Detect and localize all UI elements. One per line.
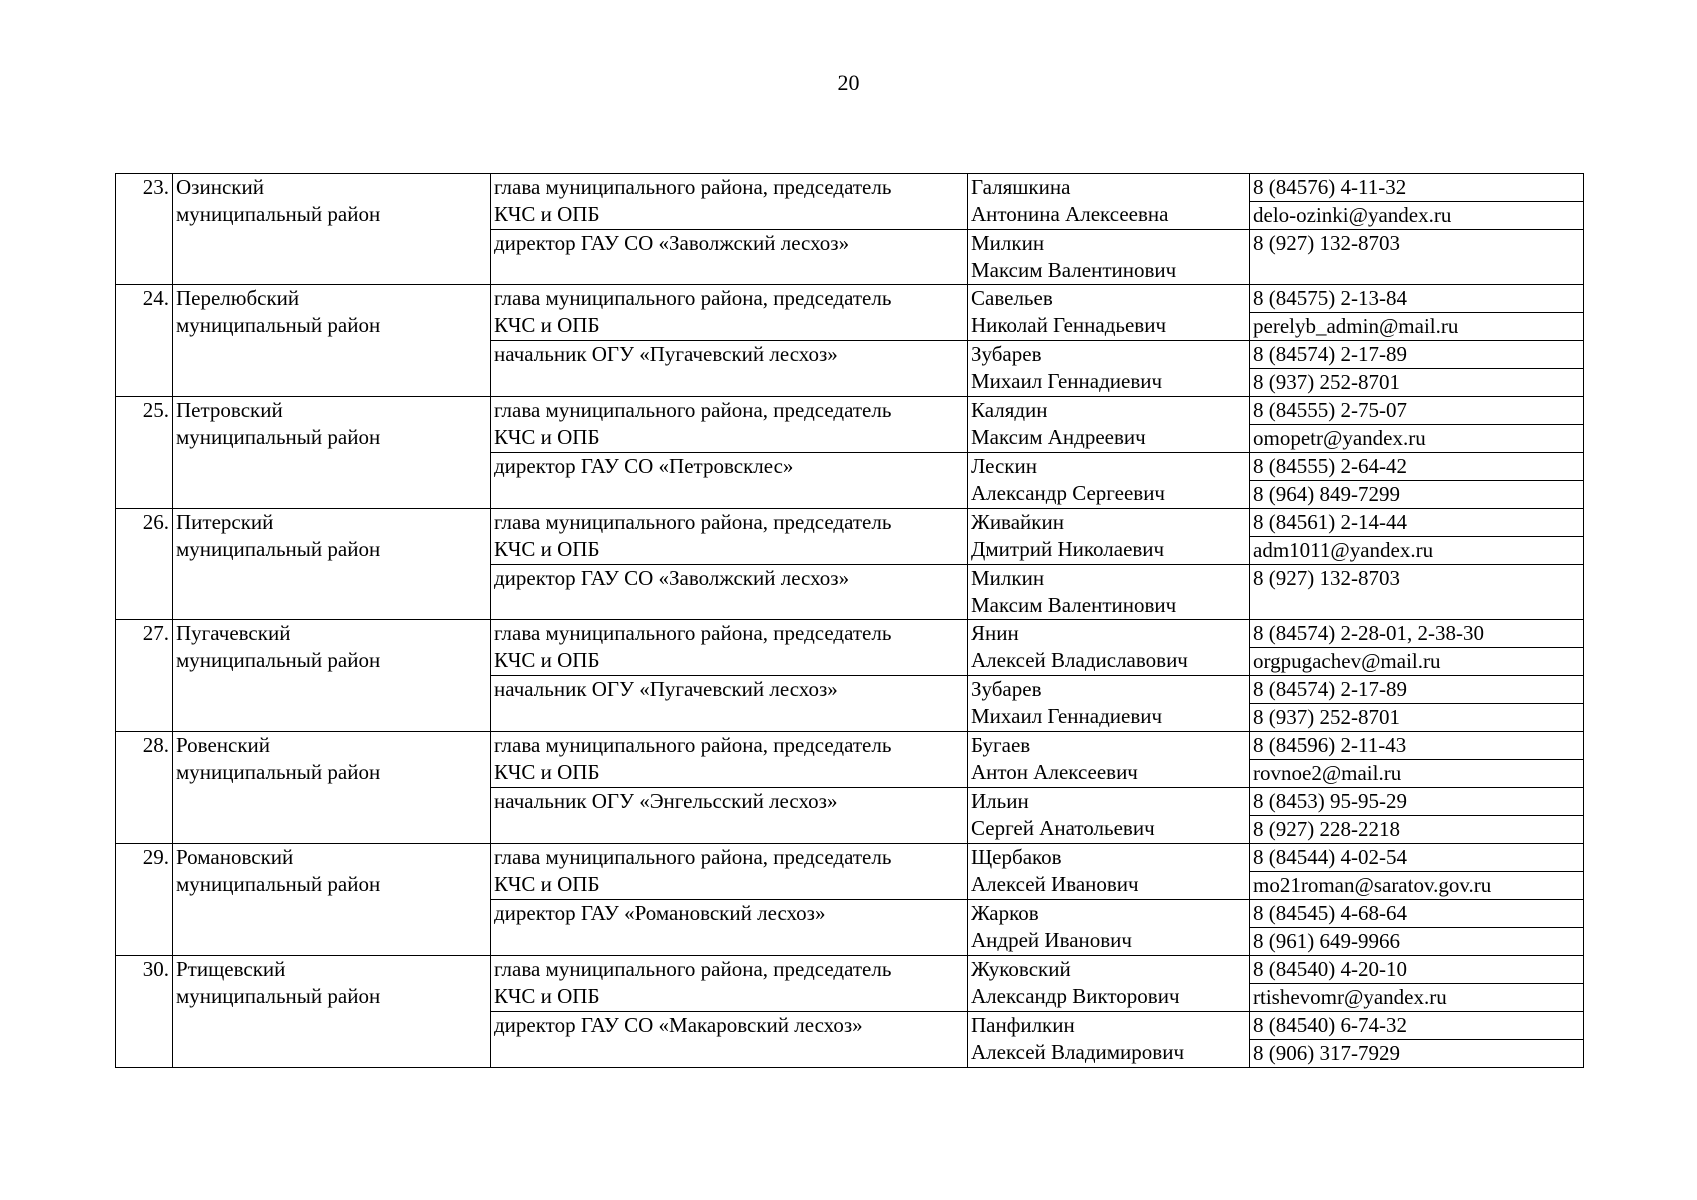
district-cell — [173, 844, 491, 956]
person-name-line: Александр Викторович — [971, 984, 1180, 1008]
row-number: 25. — [116, 397, 173, 509]
position-cell — [491, 230, 968, 285]
contact-cell: 8 (937) 252-8701 — [1250, 369, 1584, 397]
contact-cell: 8 (84574) 2-17-89 — [1250, 341, 1584, 369]
person-name-line: Бугаев — [971, 733, 1031, 757]
position-cell — [491, 565, 968, 620]
person-name-line: Живайкин — [971, 510, 1064, 534]
person-name-line: Алексей Владиславович — [971, 648, 1188, 672]
person-name-cell — [968, 1012, 1250, 1068]
table-row — [116, 620, 1584, 648]
table-row — [116, 174, 1584, 202]
row-number: 24. — [116, 285, 173, 397]
contact-cell: delo-ozinki@yandex.ru — [1250, 202, 1584, 230]
person-name-line: Алексей Иванович — [971, 872, 1139, 896]
contact-cell: rovnoe2@mail.ru — [1250, 760, 1584, 788]
person-name-line: Алексей Владимирович — [971, 1040, 1185, 1064]
contact-cell: 8 (84540) 6-74-32 — [1250, 1012, 1584, 1040]
contact-cell: 8 (84596) 2-11-43 — [1250, 732, 1584, 760]
position-line: глава муниципального района, председатель — [494, 510, 892, 534]
person-name-cell — [968, 676, 1250, 732]
person-name-line: Александр Сергеевич — [971, 481, 1165, 505]
position-line: директор ГАУ СО «Макаровский лесхоз» — [494, 1013, 863, 1037]
position-line: КЧС и ОПБ — [494, 760, 600, 784]
position-line: начальник ОГУ «Энгельсский лесхоз» — [494, 789, 838, 813]
contact-cell: 8 (906) 317-7929 — [1250, 1040, 1584, 1068]
person-name-line: Антон Алексеевич — [971, 760, 1138, 784]
row-number: 30. — [116, 956, 173, 1068]
person-name-cell — [968, 230, 1250, 285]
contact-cell: 8 (937) 252-8701 — [1250, 704, 1584, 732]
position-cell — [491, 285, 968, 341]
district-cell — [173, 509, 491, 620]
person-name-line: Зубарев — [971, 342, 1042, 366]
position-line — [494, 480, 964, 507]
position-line — [494, 703, 964, 730]
table-row — [116, 844, 1584, 872]
row-number: 26. — [116, 509, 173, 620]
person-name-line: Жарков — [971, 901, 1039, 925]
district-name: муниципальный район — [176, 648, 381, 672]
position-line: глава муниципального района, председатель — [494, 286, 892, 310]
position-cell — [491, 732, 968, 788]
position-line — [494, 368, 964, 395]
contact-cell: 8 (84576) 4-11-32 — [1250, 174, 1584, 202]
district-name: муниципальный район — [176, 872, 381, 896]
position-line: глава муниципального района, председатель — [494, 175, 892, 199]
person-name-line: Жуковский — [971, 957, 1071, 981]
contact-cell: 8 (961) 649-9966 — [1250, 928, 1584, 956]
district-name: Романовский — [176, 845, 294, 869]
district-name: Перелюбский — [176, 286, 300, 310]
position-line: КЧС и ОПБ — [494, 537, 600, 561]
person-name-line: Ильин — [971, 789, 1029, 813]
district-cell — [173, 732, 491, 844]
district-name: Ртищевский — [176, 957, 286, 981]
district-name: Пугачевский — [176, 621, 291, 645]
position-line: директор ГАУ СО «Петровсклес» — [494, 454, 794, 478]
row-number: 28. — [116, 732, 173, 844]
person-name-cell — [968, 620, 1250, 676]
person-name-line: Андрей Иванович — [971, 928, 1132, 952]
person-name-line: Савельев — [971, 286, 1053, 310]
district-cell — [173, 174, 491, 285]
position-line: КЧС и ОПБ — [494, 872, 600, 896]
contact-cell: orgpugachev@mail.ru — [1250, 648, 1584, 676]
contact-cell: 8 (927) 132-8703 — [1250, 230, 1584, 285]
person-name-line: Щербаков — [971, 845, 1062, 869]
position-line — [494, 1039, 964, 1066]
district-name: муниципальный район — [176, 760, 381, 784]
person-name-line: Максим Андреевич — [971, 425, 1146, 449]
position-line — [494, 927, 964, 954]
district-name: муниципальный район — [176, 984, 381, 1008]
person-name-cell — [968, 285, 1250, 341]
contact-cell: 8 (84575) 2-13-84 — [1250, 285, 1584, 313]
person-name-line: Панфилкин — [971, 1013, 1075, 1037]
position-line: директор ГАУ СО «Заволжский лесхоз» — [494, 566, 850, 590]
table-row — [116, 285, 1584, 313]
contact-cell: rtishevomr@yandex.ru — [1250, 984, 1584, 1012]
position-line — [494, 257, 964, 284]
person-name-line: Михаил Геннадиевич — [971, 369, 1163, 393]
position-line: КЧС и ОПБ — [494, 313, 600, 337]
position-line: КЧС и ОПБ — [494, 202, 600, 226]
person-name-line: Лескин — [971, 454, 1037, 478]
person-name-cell — [968, 788, 1250, 844]
contact-cell: 8 (8453) 95-95-29 — [1250, 788, 1584, 816]
district-name: муниципальный район — [176, 202, 381, 226]
district-name: Питерский — [176, 510, 274, 534]
position-line: директор ГАУ СО «Заволжский лесхоз» — [494, 231, 850, 255]
person-name-line: Янин — [971, 621, 1019, 645]
person-name-line: Милкин — [971, 231, 1045, 255]
table-row — [116, 509, 1584, 537]
contact-cell: 8 (964) 849-7299 — [1250, 481, 1584, 509]
contact-cell: 8 (927) 228-2218 — [1250, 816, 1584, 844]
contact-cell: 8 (84555) 2-75-07 — [1250, 397, 1584, 425]
contact-cell: 8 (84561) 2-14-44 — [1250, 509, 1584, 537]
row-number: 23. — [116, 174, 173, 285]
table-row — [116, 956, 1584, 984]
person-name-line: Милкин — [971, 566, 1045, 590]
person-name-cell — [968, 900, 1250, 956]
person-name-line: Дмитрий Николаевич — [971, 537, 1165, 561]
row-number: 29. — [116, 844, 173, 956]
contact-cell: 8 (84574) 2-17-89 — [1250, 676, 1584, 704]
position-line: глава муниципального района, председатель — [494, 398, 892, 422]
position-line: КЧС и ОПБ — [494, 648, 600, 672]
row-number: 27. — [116, 620, 173, 732]
person-name-cell — [968, 509, 1250, 565]
contact-cell: 8 (84574) 2-28-01, 2-38-30 — [1250, 620, 1584, 648]
position-cell — [491, 956, 968, 1012]
district-name: муниципальный район — [176, 313, 381, 337]
position-line: глава муниципального района, председатель — [494, 845, 892, 869]
person-name-line: Николай Геннадьевич — [971, 313, 1167, 337]
contact-cell: 8 (927) 132-8703 — [1250, 565, 1584, 620]
contact-cell: 8 (84545) 4-68-64 — [1250, 900, 1584, 928]
position-cell — [491, 620, 968, 676]
contact-cell: perelyb_admin@mail.ru — [1250, 313, 1584, 341]
person-name-cell — [968, 397, 1250, 453]
district-cell — [173, 956, 491, 1068]
person-name-line: Галяшкина — [971, 175, 1071, 199]
position-line: начальник ОГУ «Пугачевский лесхоз» — [494, 677, 838, 701]
person-name-line: Михаил Геннадиевич — [971, 704, 1163, 728]
district-cell — [173, 285, 491, 397]
position-line: директор ГАУ «Романовский лесхоз» — [494, 901, 826, 925]
position-cell — [491, 509, 968, 565]
position-cell — [491, 788, 968, 844]
contact-cell: 8 (84555) 2-64-42 — [1250, 453, 1584, 481]
position-cell — [491, 900, 968, 956]
table-body — [116, 174, 1584, 1068]
contacts-table — [115, 173, 1584, 1068]
position-line: глава муниципального района, председатель — [494, 621, 892, 645]
position-line — [494, 815, 964, 842]
table-row — [116, 397, 1584, 425]
person-name-cell — [968, 732, 1250, 788]
position-cell — [491, 1012, 968, 1068]
position-cell — [491, 844, 968, 900]
position-cell — [491, 341, 968, 397]
district-name: Ровенский — [176, 733, 271, 757]
contact-cell: omopetr@yandex.ru — [1250, 425, 1584, 453]
position-cell — [491, 453, 968, 509]
person-name-line: Зубарев — [971, 677, 1042, 701]
person-name-cell — [968, 956, 1250, 1012]
person-name-cell — [968, 844, 1250, 900]
page-number: 20 — [837, 70, 860, 95]
contact-cell: 8 (84544) 4-02-54 — [1250, 844, 1584, 872]
contact-cell: 8 (84540) 4-20-10 — [1250, 956, 1584, 984]
person-name-line: Сергей Анатольевич — [971, 816, 1155, 840]
district-cell — [173, 397, 491, 509]
person-name-line: Антонина Алексеевна — [971, 202, 1169, 226]
district-name: муниципальный район — [176, 425, 381, 449]
position-cell — [491, 174, 968, 230]
person-name-cell — [968, 341, 1250, 397]
district-cell — [173, 620, 491, 732]
person-name-cell — [968, 174, 1250, 230]
contact-cell: mo21roman@saratov.gov.ru — [1250, 872, 1584, 900]
position-line: КЧС и ОПБ — [494, 984, 600, 1008]
position-line: глава муниципального района, председатель — [494, 957, 892, 981]
person-name-cell — [968, 453, 1250, 509]
person-name-line: Максим Валентинович — [971, 258, 1177, 282]
position-line: глава муниципального района, председатель — [494, 733, 892, 757]
district-name: муниципальный район — [176, 537, 381, 561]
position-line — [494, 592, 964, 619]
person-name-line: Калядин — [971, 398, 1048, 422]
position-cell — [491, 676, 968, 732]
position-line: начальник ОГУ «Пугачевский лесхоз» — [494, 342, 838, 366]
table-row — [116, 732, 1584, 760]
position-cell — [491, 397, 968, 453]
position-line: КЧС и ОПБ — [494, 425, 600, 449]
person-name-line: Максим Валентинович — [971, 593, 1177, 617]
contact-cell: adm1011@yandex.ru — [1250, 537, 1584, 565]
person-name-cell — [968, 565, 1250, 620]
district-name: Озинский — [176, 175, 264, 199]
district-name: Петровский — [176, 398, 283, 422]
